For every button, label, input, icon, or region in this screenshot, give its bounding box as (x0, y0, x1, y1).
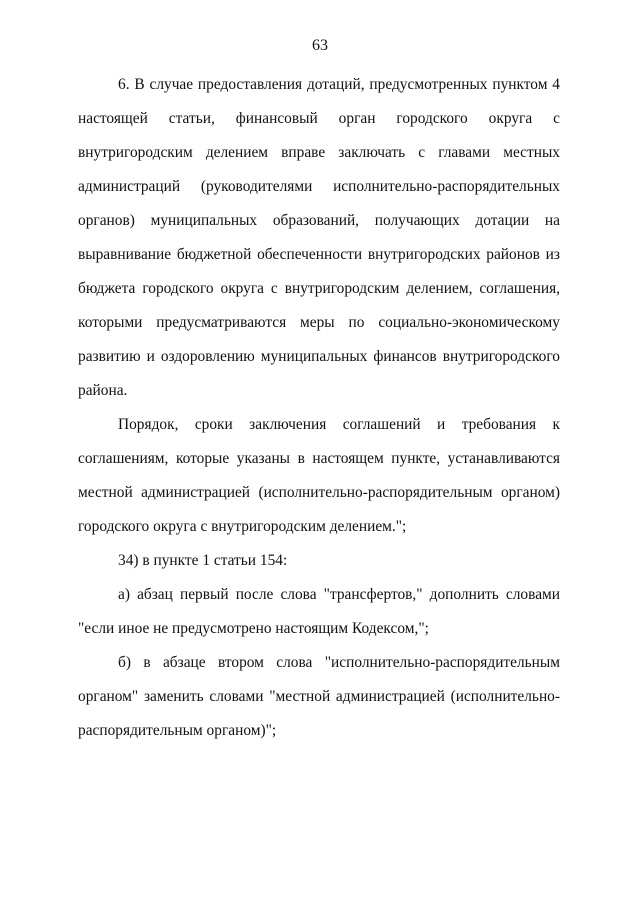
text-line: бюджета городского округа с внутригородским делением, соглашения, (78, 280, 560, 297)
text-line: местной администрацией (исполнительно-распорядительным органом) (78, 484, 560, 501)
text-line: а) абзац первый после слова "трансфертов," дополнить словами (118, 586, 560, 603)
paragraph-subitem-b (78, 646, 560, 748)
text-line: городского округа с внутригородским делением."; (78, 518, 407, 535)
text-line: администраций (руководителями исполнительно-распорядительных (78, 178, 560, 195)
text-line: настоящей статьи, финансовый орган городского округа с (78, 110, 560, 127)
page-number: 63 (312, 37, 328, 54)
text-line: района. (78, 382, 128, 399)
text-line: Порядок, сроки заключения соглашений и требования к (118, 416, 560, 433)
text-line: 34) в пункте 1 статьи 154: (118, 552, 288, 569)
text-line: развитию и оздоровлению муниципальных финансов внутригородского (78, 348, 560, 365)
text-line: 6. В случае предоставления дотаций, предусмотренных пунктом 4 (118, 76, 560, 93)
text-line: которыми предусматриваются меры по социально-экономическому (78, 314, 560, 331)
text-line: выравнивание бюджетной обеспеченности внутригородских районов из (78, 246, 560, 263)
text-line: "если иное не предусмотрено настоящим Кодексом,"; (78, 620, 429, 637)
text-line: органов) муниципальных образований, получающих дотации на (78, 212, 560, 229)
paragraph-6-subsidies (78, 68, 560, 408)
text-line: б) в абзаце втором слова "исполнительно-распорядительным (118, 654, 560, 671)
text-line: соглашениям, которые указаны в настоящем пункте, устанавливаются (78, 450, 560, 467)
text-line: внутригородским делением вправе заключать с главами местных (78, 144, 560, 161)
paragraph-subitem-a (78, 578, 560, 646)
document-body (78, 68, 560, 748)
paragraph-item-34 (78, 544, 560, 578)
paragraph-procedure (78, 408, 560, 544)
text-line: органом" заменить словами "местной администрацией (исполнительно- (78, 688, 560, 705)
text-line: распорядительным органом)"; (78, 722, 277, 739)
